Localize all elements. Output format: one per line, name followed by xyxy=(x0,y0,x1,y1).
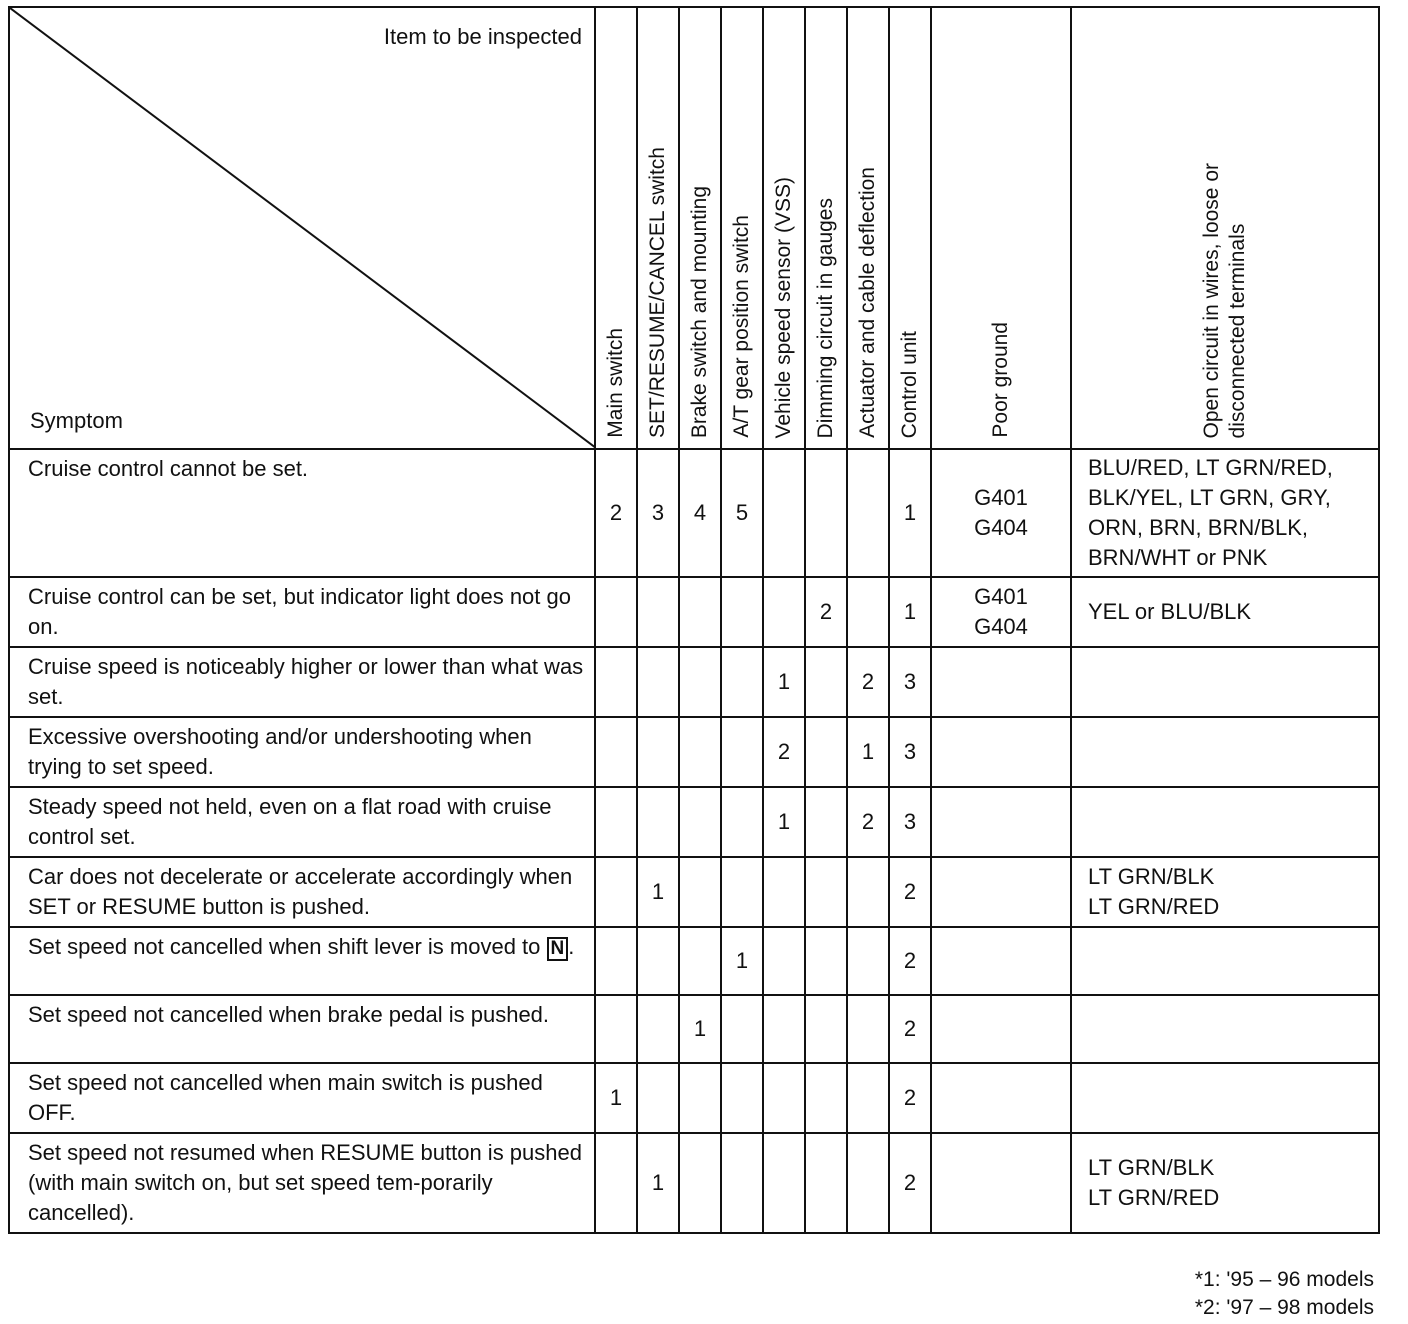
priority-cell xyxy=(805,717,847,787)
priority-cell xyxy=(847,995,889,1063)
priority-cell: 2 xyxy=(889,927,931,995)
symptom-cell xyxy=(9,927,595,995)
priority-cell xyxy=(847,449,889,577)
symptom-text: Steady speed not held, even on a flat road with cruise control set. xyxy=(28,794,552,849)
poor-ground-cell: G401 G404 xyxy=(931,577,1071,647)
col-header-open-circuit: Open circuit in wires, loose or disconnected terminals xyxy=(1071,7,1379,449)
priority-cell xyxy=(847,1133,889,1233)
priority-cell: 1 xyxy=(889,449,931,577)
col-header-dimming-circuit: Dimming circuit in gauges xyxy=(805,7,847,449)
symptom-cell xyxy=(9,1133,595,1233)
troubleshooting-table xyxy=(8,6,1380,1234)
priority-cell: 1 xyxy=(763,647,805,717)
priority-cell: 4 xyxy=(679,449,721,577)
priority-cell: 3 xyxy=(637,449,679,577)
poor-ground-cell xyxy=(931,1133,1071,1233)
priority-cell: 1 xyxy=(595,1063,637,1133)
table-row xyxy=(9,995,1379,1063)
priority-cell: 2 xyxy=(805,577,847,647)
priority-cell xyxy=(721,1133,763,1233)
item-to-be-inspected-label: Item to be inspected xyxy=(383,24,582,49)
symptom-text: Excessive overshooting and/or undershooting when trying to set speed. xyxy=(28,724,532,779)
priority-cell: 1 xyxy=(847,717,889,787)
poor-ground-cell xyxy=(931,717,1071,787)
open-circuit-cell: BLU/RED, LT GRN/RED, BLK/YEL, LT GRN, GRY, ORN, BRN, BRN/BLK, BRN/WHT or PNK xyxy=(1071,449,1379,577)
open-circuit-cell xyxy=(1071,1063,1379,1133)
priority-cell xyxy=(595,787,637,857)
header-row xyxy=(9,7,1379,449)
symptom-text: Set speed not cancelled when main switch is pushed OFF. xyxy=(28,1070,543,1125)
priority-cell: 2 xyxy=(889,857,931,927)
priority-cell xyxy=(805,927,847,995)
table-row xyxy=(9,577,1379,647)
col-header-main-switch: Main switch xyxy=(595,7,637,449)
col-header-vehicle-speed-sensor: Vehicle speed sensor (VSS) xyxy=(763,7,805,449)
open-circuit-cell xyxy=(1071,717,1379,787)
table-row xyxy=(9,449,1379,577)
symptom-cell xyxy=(9,995,595,1063)
priority-cell xyxy=(847,577,889,647)
open-circuit-cell xyxy=(1071,647,1379,717)
priority-cell xyxy=(637,577,679,647)
symptom-text: Cruise speed is noticeably higher or lower than what was set. xyxy=(28,654,584,709)
col-header-brake-switch: Brake switch and mounting xyxy=(679,7,721,449)
priority-cell: 2 xyxy=(889,1133,931,1233)
symptom-label: Symptom xyxy=(30,408,123,433)
priority-cell xyxy=(763,927,805,995)
priority-cell xyxy=(721,995,763,1063)
symptom-text: Set speed not cancelled when shift lever is moved to xyxy=(28,934,541,959)
priority-cell: 1 xyxy=(889,577,931,647)
symptom-cell xyxy=(9,1063,595,1133)
diagonal-divider xyxy=(10,8,594,448)
priority-cell xyxy=(679,1063,721,1133)
symptom-text: Set speed not resumed when RESUME button is pushed (with main switch on, but set speed tem-porarily cancelled). xyxy=(28,1140,582,1225)
priority-cell xyxy=(637,647,679,717)
footnote-1: *1: '95 – 96 models xyxy=(1194,1268,1374,1291)
open-circuit-cell: LT GRN/BLK LT GRN/RED xyxy=(1071,857,1379,927)
priority-cell xyxy=(805,787,847,857)
footnote-2: *2: '97 – 98 models xyxy=(1194,1296,1374,1319)
priority-cell xyxy=(595,647,637,717)
open-circuit-cell xyxy=(1071,927,1379,995)
poor-ground-cell xyxy=(931,927,1071,995)
symptom-cell xyxy=(9,787,595,857)
priority-cell: 2 xyxy=(595,449,637,577)
priority-cell xyxy=(595,927,637,995)
priority-cell xyxy=(805,1063,847,1133)
symptom-cell xyxy=(9,577,595,647)
priority-cell xyxy=(763,577,805,647)
priority-cell: 2 xyxy=(889,1063,931,1133)
priority-cell xyxy=(805,647,847,717)
symptom-cell xyxy=(9,717,595,787)
priority-cell xyxy=(721,717,763,787)
priority-cell xyxy=(763,449,805,577)
priority-cell xyxy=(763,857,805,927)
priority-cell: 2 xyxy=(763,717,805,787)
priority-cell xyxy=(637,927,679,995)
priority-cell xyxy=(679,857,721,927)
priority-cell xyxy=(805,449,847,577)
priority-cell xyxy=(679,647,721,717)
col-header-poor-ground: Poor ground xyxy=(931,7,1071,449)
gear-position-box: N xyxy=(547,937,569,961)
priority-cell xyxy=(847,1063,889,1133)
priority-cell xyxy=(721,857,763,927)
priority-cell: 2 xyxy=(847,647,889,717)
poor-ground-cell xyxy=(931,857,1071,927)
symptom-text: Set speed not cancelled when brake pedal is pushed. xyxy=(28,1002,550,1027)
table-row xyxy=(9,647,1379,717)
col-header-set-resume-cancel-switch: SET/RESUME/CANCEL switch xyxy=(637,7,679,449)
priority-cell xyxy=(637,995,679,1063)
col-header-at-gear-position-switch: A/T gear position switch xyxy=(721,7,763,449)
table-row xyxy=(9,717,1379,787)
priority-cell: 1 xyxy=(721,927,763,995)
poor-ground-cell xyxy=(931,1063,1071,1133)
priority-cell: 3 xyxy=(889,717,931,787)
priority-cell xyxy=(805,1133,847,1233)
priority-cell: 5 xyxy=(721,449,763,577)
priority-cell xyxy=(805,995,847,1063)
table-row xyxy=(9,787,1379,857)
table-row xyxy=(9,1133,1379,1233)
symptom-cell xyxy=(9,857,595,927)
symptom-cell xyxy=(9,449,595,577)
priority-cell xyxy=(595,577,637,647)
priority-cell xyxy=(679,577,721,647)
priority-cell: 2 xyxy=(889,995,931,1063)
symptom-text: Car does not decelerate or accelerate accordingly when SET or RESUME button is pushed. xyxy=(28,864,573,919)
open-circuit-cell xyxy=(1071,787,1379,857)
priority-cell xyxy=(679,787,721,857)
priority-cell: 1 xyxy=(763,787,805,857)
priority-cell xyxy=(847,857,889,927)
priority-cell xyxy=(721,647,763,717)
priority-cell xyxy=(763,1133,805,1233)
symptom-text: Cruise control cannot be set. xyxy=(28,456,309,481)
priority-cell xyxy=(763,1063,805,1133)
priority-cell xyxy=(637,787,679,857)
open-circuit-cell: YEL or BLU/BLK xyxy=(1071,577,1379,647)
priority-cell xyxy=(679,1133,721,1233)
priority-cell: 2 xyxy=(847,787,889,857)
symptom-cell xyxy=(9,647,595,717)
corner-header xyxy=(9,7,595,449)
open-circuit-cell: LT GRN/BLK LT GRN/RED xyxy=(1071,1133,1379,1233)
priority-cell xyxy=(679,927,721,995)
table-row xyxy=(9,927,1379,995)
priority-cell xyxy=(637,1063,679,1133)
table-body xyxy=(9,449,1379,1233)
poor-ground-cell xyxy=(931,647,1071,717)
priority-cell xyxy=(637,717,679,787)
priority-cell: 1 xyxy=(679,995,721,1063)
table-row xyxy=(9,1063,1379,1133)
poor-ground-cell xyxy=(931,787,1071,857)
poor-ground-cell: G401 G404 xyxy=(931,449,1071,577)
priority-cell xyxy=(763,995,805,1063)
symptom-text-end: . xyxy=(568,934,575,959)
priority-cell xyxy=(721,787,763,857)
priority-cell xyxy=(679,717,721,787)
priority-cell xyxy=(721,577,763,647)
col-header-actuator-cable: Actuator and cable deflection xyxy=(847,7,889,449)
priority-cell xyxy=(805,857,847,927)
priority-cell xyxy=(721,1063,763,1133)
priority-cell: 3 xyxy=(889,647,931,717)
priority-cell xyxy=(847,927,889,995)
priority-cell xyxy=(595,995,637,1063)
table-row xyxy=(9,857,1379,927)
priority-cell xyxy=(595,717,637,787)
open-circuit-cell xyxy=(1071,995,1379,1063)
col-header-control-unit: Control unit xyxy=(889,7,931,449)
priority-cell: 3 xyxy=(889,787,931,857)
priority-cell xyxy=(595,857,637,927)
symptom-text: Cruise control can be set, but indicator light does not go on. xyxy=(28,584,571,639)
priority-cell xyxy=(595,1133,637,1233)
poor-ground-cell xyxy=(931,995,1071,1063)
priority-cell: 1 xyxy=(637,1133,679,1233)
priority-cell: 1 xyxy=(637,857,679,927)
